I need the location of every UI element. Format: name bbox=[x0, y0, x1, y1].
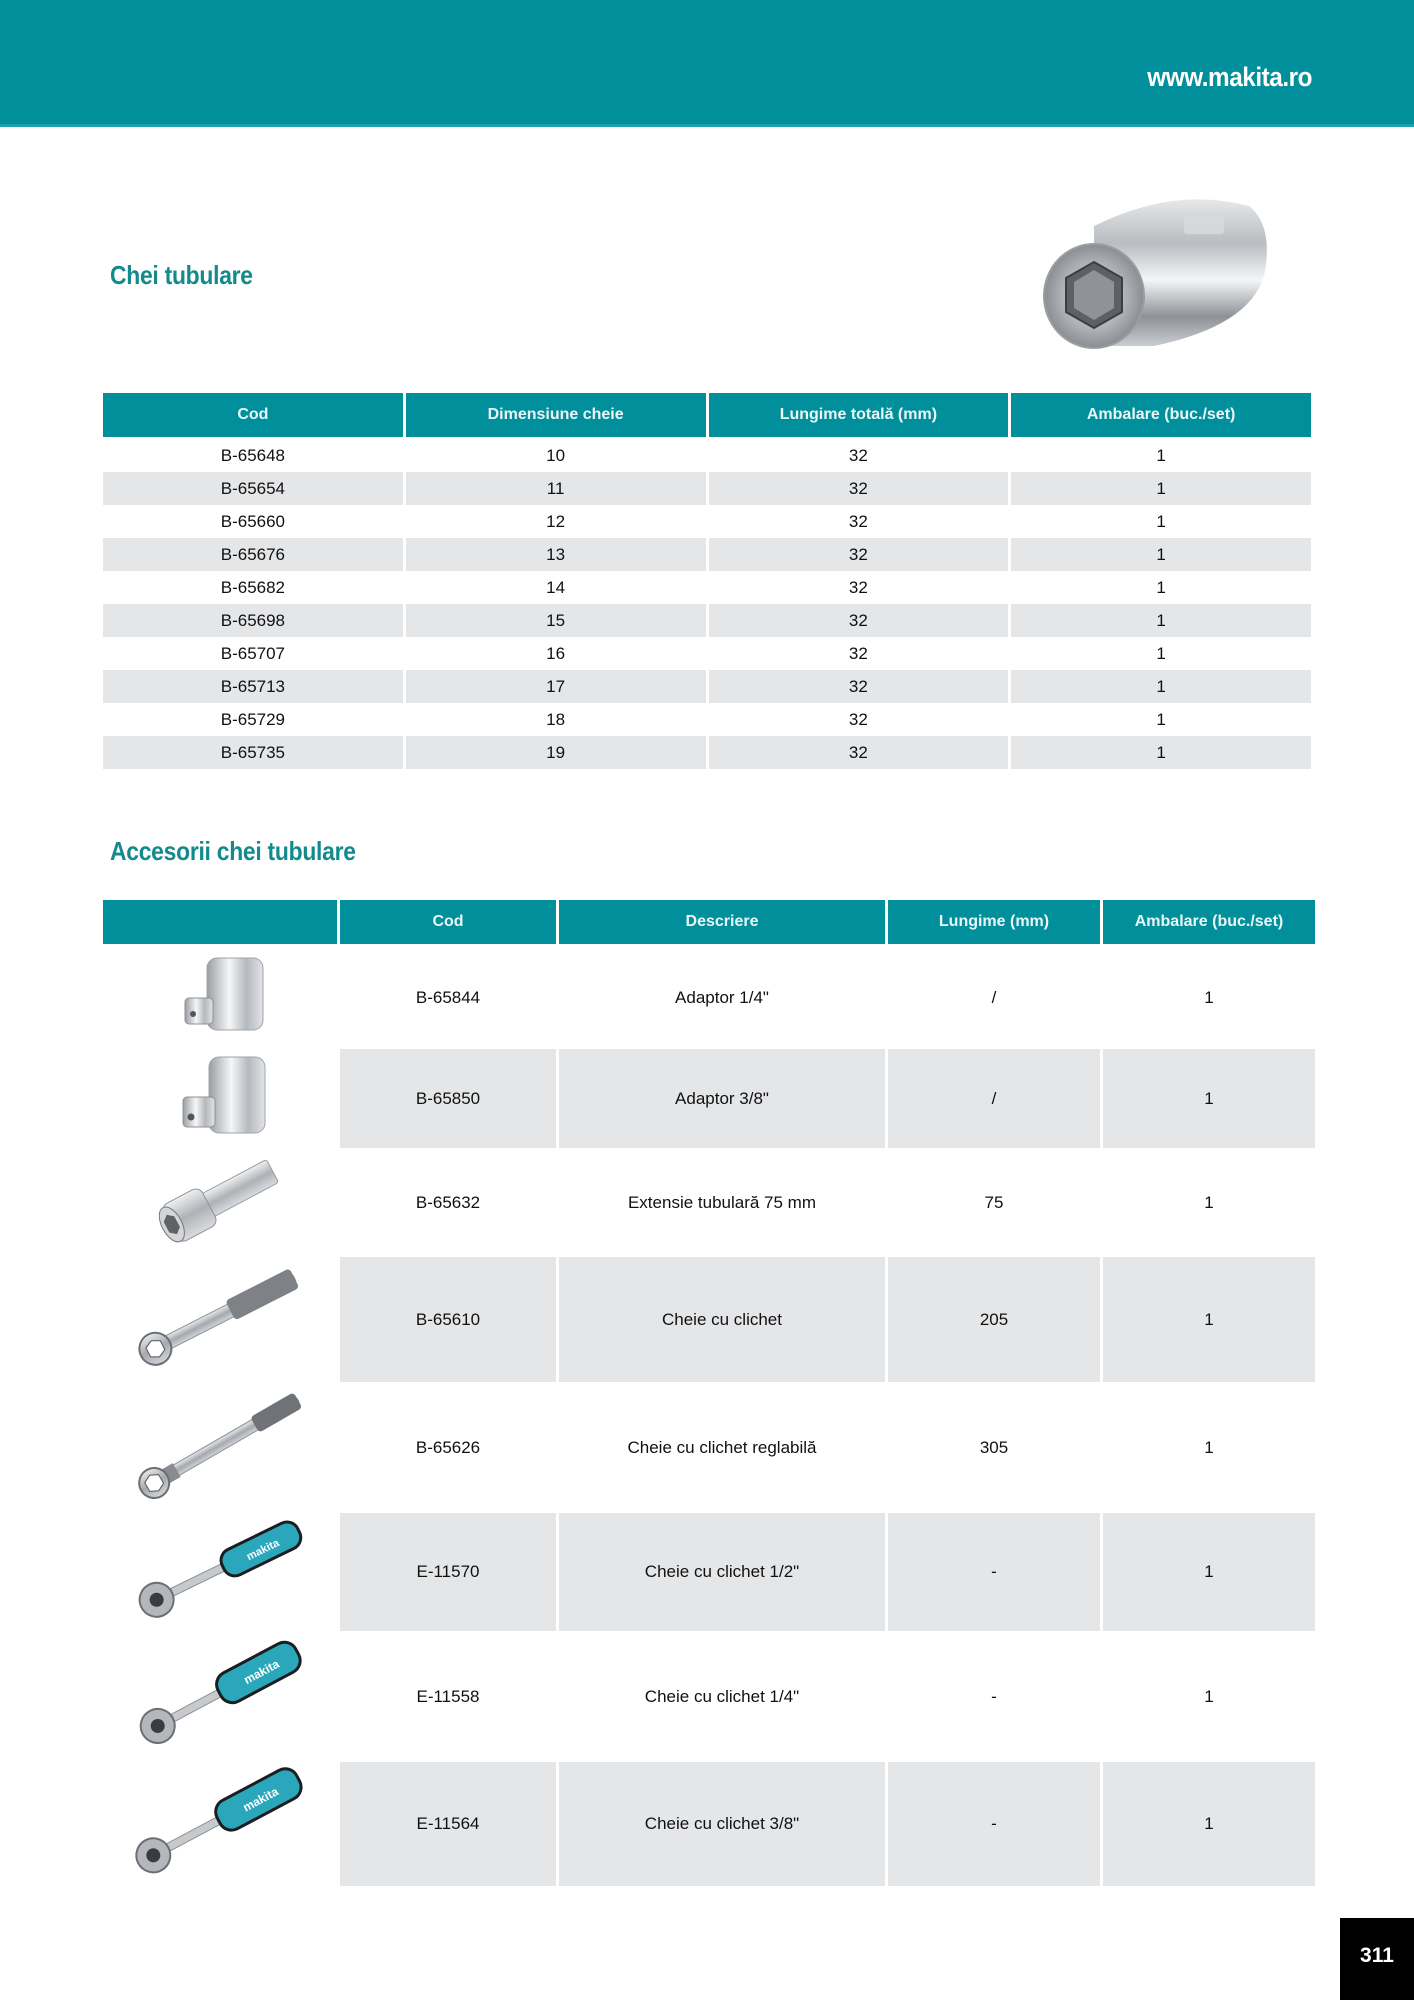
cell-lungime: 32 bbox=[709, 538, 1009, 571]
product-image-cell bbox=[103, 1512, 337, 1631]
table-row bbox=[103, 538, 1311, 571]
cell-cod: B-65648 bbox=[220, 445, 286, 465]
accesorii-table bbox=[100, 900, 1318, 1886]
cell-ambalare: 1 bbox=[1103, 1048, 1315, 1148]
cell-lungime: 32 bbox=[848, 511, 868, 531]
cell-ambalare: 1 bbox=[1011, 604, 1311, 637]
table-header-row bbox=[103, 900, 1315, 946]
table-row bbox=[103, 1631, 1315, 1761]
cell-cod: B-65682 bbox=[220, 577, 286, 597]
cell-ambalare: 1 bbox=[1011, 472, 1311, 505]
cell-lungime: 32 bbox=[709, 604, 1009, 637]
cell-lungime: 32 bbox=[709, 736, 1009, 769]
ratchet-handle-icon bbox=[120, 1515, 320, 1625]
cell-ambalare: 1 bbox=[1156, 511, 1166, 531]
cell-cod: B-65654 bbox=[103, 472, 403, 505]
column-header-dimensiune: Dimensiune cheie bbox=[406, 393, 706, 439]
svg-text:makita: makita bbox=[241, 1656, 282, 1688]
cell-cod: B-65729 bbox=[220, 709, 286, 729]
adaptor-icon bbox=[165, 1051, 275, 1141]
header-bar bbox=[0, 0, 1414, 127]
cell-ambalare: 1 bbox=[1103, 1382, 1315, 1512]
cell-lungime: 32 bbox=[709, 670, 1009, 703]
cell-descriere: Cheie cu clichet 1/4" bbox=[559, 1631, 885, 1761]
cell-dimensiune: 12 bbox=[546, 511, 566, 531]
product-image-cell bbox=[103, 1631, 337, 1761]
cell-ambalare: 1 bbox=[1156, 577, 1166, 597]
cell-cod: B-65610 bbox=[340, 1256, 556, 1382]
cell-cod: B-65713 bbox=[103, 670, 403, 703]
cell-descriere: Cheie cu clichet 3/8" bbox=[559, 1761, 885, 1886]
table-row bbox=[103, 1148, 1315, 1256]
column-header-ambalare: Ambalare (buc./set) bbox=[1011, 393, 1311, 439]
column-header-lungime: Lungime (mm) bbox=[888, 900, 1100, 946]
cell-cod: B-65660 bbox=[220, 511, 286, 531]
section-title-accesorii: Accesorii chei tubulare bbox=[110, 836, 356, 866]
cell-ambalare: 1 bbox=[1011, 538, 1311, 571]
cell-ambalare: 1 bbox=[1156, 445, 1166, 465]
cell-descriere: Adaptor 3/8" bbox=[559, 1048, 885, 1148]
cell-descriere: Cheie cu clichet bbox=[559, 1256, 885, 1382]
extension-icon bbox=[150, 1152, 290, 1248]
cell-descriere: Cheie cu clichet 1/2" bbox=[559, 1512, 885, 1631]
cell-ambalare: 1 bbox=[1103, 1148, 1315, 1256]
product-image-cell bbox=[103, 1048, 337, 1148]
flex-ratchet-wrench-icon bbox=[120, 1385, 320, 1505]
cell-lungime: 32 bbox=[848, 577, 868, 597]
product-image-cell bbox=[103, 1148, 337, 1256]
table-row bbox=[103, 736, 1311, 769]
table-row bbox=[103, 1048, 1315, 1148]
cell-ambalare: 1 bbox=[1011, 670, 1311, 703]
column-header-cod: Cod bbox=[340, 900, 556, 946]
cell-cod: B-65626 bbox=[340, 1382, 556, 1512]
cell-descriere: Extensie tubulară 75 mm bbox=[559, 1148, 885, 1256]
adaptor-icon bbox=[165, 950, 275, 1040]
cell-ambalare: 1 bbox=[1103, 1512, 1315, 1631]
cell-ambalare: 1 bbox=[1011, 736, 1311, 769]
column-header-lungime: Lungime totală (mm) bbox=[709, 393, 1009, 439]
table-header-row bbox=[103, 393, 1311, 439]
cell-cod: B-65844 bbox=[340, 946, 556, 1048]
cell-ambalare: 1 bbox=[1156, 643, 1166, 663]
cell-ambalare: 1 bbox=[1103, 1761, 1315, 1886]
table-row bbox=[103, 703, 1311, 736]
site-url[interactable]: www.makita.ro bbox=[1147, 62, 1312, 92]
socket-icon bbox=[1034, 186, 1274, 361]
cell-lungime: 32 bbox=[848, 709, 868, 729]
cell-lungime: 32 bbox=[709, 472, 1009, 505]
cell-cod: B-65735 bbox=[103, 736, 403, 769]
table-row bbox=[103, 1761, 1315, 1886]
cell-lungime: 205 bbox=[888, 1256, 1100, 1382]
table-row bbox=[103, 439, 1311, 472]
cell-descriere: Cheie cu clichet reglabilă bbox=[559, 1382, 885, 1512]
page-number: 311 bbox=[1340, 1918, 1414, 2000]
cell-dimensiune: 13 bbox=[406, 538, 706, 571]
column-header-image bbox=[103, 900, 337, 946]
cell-ambalare: 1 bbox=[1103, 1256, 1315, 1382]
cell-lungime: 32 bbox=[848, 643, 868, 663]
table-row bbox=[103, 472, 1311, 505]
column-header-cod: Cod bbox=[103, 393, 403, 439]
cell-cod: E-11564 bbox=[340, 1761, 556, 1886]
ratchet-wrench-icon bbox=[120, 1257, 320, 1377]
table-row bbox=[103, 1256, 1315, 1382]
table-row bbox=[103, 604, 1311, 637]
column-header-descriere: Descriere bbox=[559, 900, 885, 946]
cell-cod: E-11558 bbox=[340, 1631, 556, 1761]
table-row bbox=[103, 505, 1311, 538]
table-row bbox=[103, 571, 1311, 604]
cell-dimensiune: 18 bbox=[546, 709, 566, 729]
product-image-cell bbox=[103, 1382, 337, 1512]
ratchet-handle-icon bbox=[115, 1764, 325, 1879]
cell-cod: B-65707 bbox=[220, 643, 286, 663]
cell-dimensiune: 19 bbox=[406, 736, 706, 769]
cell-cod: B-65698 bbox=[103, 604, 403, 637]
table-row bbox=[103, 637, 1311, 670]
table-row bbox=[103, 1512, 1315, 1631]
ratchet-handle-icon bbox=[120, 1639, 320, 1749]
svg-text:makita: makita bbox=[244, 1536, 282, 1563]
cell-dimensiune: 16 bbox=[546, 643, 566, 663]
cell-dimensiune: 15 bbox=[406, 604, 706, 637]
cell-ambalare: 1 bbox=[1103, 946, 1315, 1048]
svg-text:makita: makita bbox=[240, 1784, 281, 1815]
product-image-cell bbox=[103, 946, 337, 1048]
table-row bbox=[103, 670, 1311, 703]
product-image-cell bbox=[103, 1761, 337, 1886]
cell-lungime: - bbox=[888, 1512, 1100, 1631]
cell-dimensiune: 10 bbox=[546, 445, 566, 465]
cell-lungime: - bbox=[888, 1631, 1100, 1761]
cell-lungime: / bbox=[888, 1048, 1100, 1148]
cell-ambalare: 1 bbox=[1156, 709, 1166, 729]
cell-cod: B-65850 bbox=[340, 1048, 556, 1148]
chei-tubulare-table bbox=[100, 393, 1314, 769]
column-header-ambalare: Ambalare (buc./set) bbox=[1103, 900, 1315, 946]
cell-cod: E-11570 bbox=[340, 1512, 556, 1631]
cell-lungime: / bbox=[888, 946, 1100, 1048]
cell-dimensiune: 17 bbox=[406, 670, 706, 703]
cell-lungime: - bbox=[888, 1761, 1100, 1886]
table-row bbox=[103, 1382, 1315, 1512]
cell-dimensiune: 14 bbox=[546, 577, 566, 597]
table-row bbox=[103, 946, 1315, 1048]
cell-cod: B-65676 bbox=[103, 538, 403, 571]
section-title-chei-tubulare: Chei tubulare bbox=[110, 260, 253, 290]
cell-descriere: Adaptor 1/4" bbox=[559, 946, 885, 1048]
cell-lungime: 75 bbox=[888, 1148, 1100, 1256]
cell-ambalare: 1 bbox=[1103, 1631, 1315, 1761]
cell-lungime: 305 bbox=[888, 1382, 1100, 1512]
cell-dimensiune: 11 bbox=[406, 472, 706, 505]
cell-cod: B-65632 bbox=[340, 1148, 556, 1256]
cell-lungime: 32 bbox=[848, 445, 868, 465]
product-image-cell bbox=[103, 1256, 337, 1382]
